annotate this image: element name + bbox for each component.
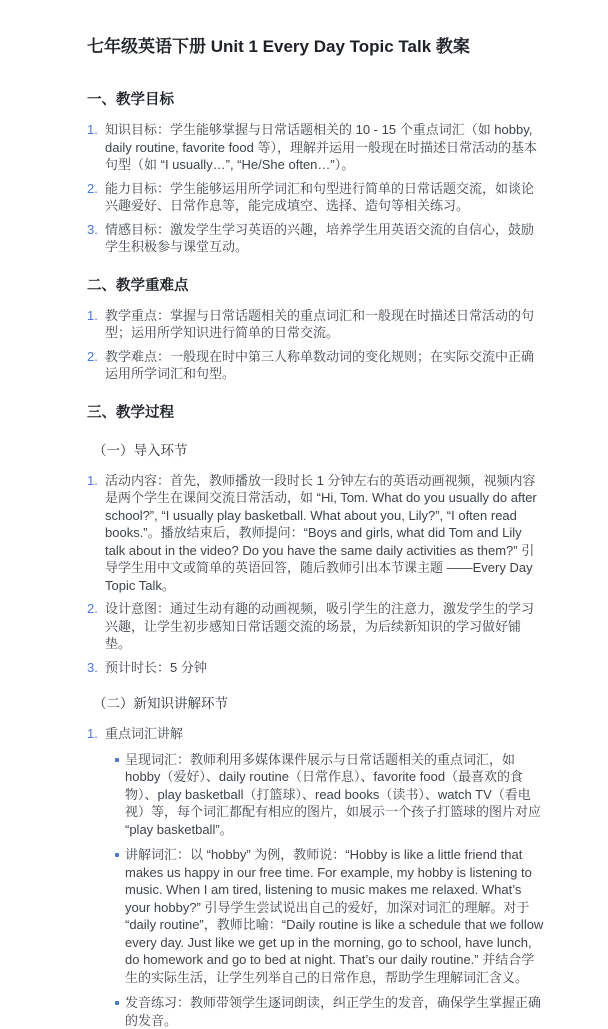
- list-item: [87, 659, 545, 677]
- list-item: [87, 121, 545, 174]
- subsection-heading-lead-in: （一）导入环节: [93, 442, 545, 460]
- list-item: [87, 600, 545, 653]
- list-number: 2.: [87, 600, 98, 618]
- list-number: 1.: [87, 725, 98, 743]
- bullet-text: 讲解词汇：以 “hobby” 为例，教师说：“Hobby is like a little friend that makes us happy in our free time. For example, my hobby is listening to music. When I am tired, listening to music makes me relaxed. What’s your hobby?” 引导学生尝试说出自己的爱好，加深对词汇的理解。对于 “daily routine”，教师比喻：“Daily routine is like a schedule that we follow every day. Just like we get up in the morning, go to school, have lunch, do homework and go to bed at night. That’s our daily routine.” 并结合学生的实际生活，让学生列举自己的日常作息，帮助学生理解词汇含义。: [125, 847, 543, 985]
- list-number: 2.: [87, 180, 98, 198]
- list-item: [87, 725, 545, 1029]
- list-number: 1.: [87, 472, 98, 490]
- bullet-list: [105, 751, 545, 1029]
- subsection-heading-new-knowledge: （二）新知识讲解环节: [93, 695, 545, 713]
- list-item: [87, 221, 545, 256]
- list-text: 教学重点：掌握与日常话题相关的重点词汇和一般现在时描述日常活动的句型；运用所学知识进行简单的日常交流。: [105, 308, 534, 341]
- list-text: 活动内容：首先，教师播放一段时长 1 分钟左右的英语动画视频，视频内容是两个学生在课间交流日常活动，如 “Hi, Tom. What do you usually do after school?”, “I usually play basketball. What about you, Lily?”, “I often read books.”。播放结束后，教师提问：“Boys and girls, what did Tom and Lily talk about in the video? Do you have the same daily activities as them?” 引导学生用中文或简单的英语回答，随后教师引出本节课主题 ——Every Day Topic Talk。: [105, 473, 537, 593]
- list-text: 知识目标：学生能够掌握与日常话题相关的 10 - 15 个重点词汇（如 hobby, daily routine, favorite food 等），理解并运用一般现在时描述日常活动的基本句型（如 “I usually…”, “He/She often…”）。: [105, 122, 537, 172]
- section-heading-key-difficult-points: 二、教学重难点: [87, 277, 545, 296]
- list-number: 3.: [87, 659, 98, 677]
- list-item: [87, 472, 545, 595]
- bullet-item: [105, 751, 545, 839]
- list-item: [87, 348, 545, 383]
- list-number: 1.: [87, 121, 98, 139]
- bullet-square-icon: [115, 1001, 119, 1005]
- list-item: [87, 180, 545, 215]
- list-text: 重点词汇讲解: [105, 726, 183, 741]
- list-number: 3.: [87, 221, 98, 239]
- bullet-square-icon: [115, 758, 119, 762]
- list-text: 教学难点：一般现在时中第三人称单数动词的变化规则；在实际交流中正确运用所学词汇和句型。: [105, 349, 534, 382]
- list-number: 1.: [87, 307, 98, 325]
- list-text: 预计时长：5 分钟: [105, 660, 207, 675]
- list-number: 2.: [87, 348, 98, 366]
- bullet-item: [105, 846, 545, 986]
- page-title: 七年级英语下册 Unit 1 Every Day Topic Talk 教案: [87, 35, 545, 58]
- bullet-text: 呈现词汇：教师利用多媒体课件展示与日常话题相关的重点词汇，如 hobby（爱好）、daily routine（日常作息）、favorite food（最喜欢的食物）、play basketball（打篮球）、read books（读书）、watch TV（看电视）等，每个词汇都配有相应的图片，如展示一个孩子打篮球的图片对应 “play basketball”。: [125, 752, 541, 837]
- section-heading-teaching-objectives: 一、教学目标: [87, 91, 545, 110]
- list-text: 情感目标：激发学生学习英语的兴趣，培养学生用英语交流的自信心，鼓励学生积极参与课堂互动。: [105, 222, 534, 255]
- list-item: [87, 307, 545, 342]
- list-text: 设计意图：通过生动有趣的动画视频，吸引学生的注意力，激发学生的学习兴趣，让学生初步感知日常话题交流的场景，为后续新知识的学习做好铺垫。: [105, 601, 534, 651]
- bullet-item: [105, 994, 545, 1029]
- bullet-text: 发音练习：教师带领学生逐词朗读，纠正学生的发音，确保学生掌握正确的发音。: [125, 995, 541, 1028]
- list-text: 能力目标：学生能够运用所学词汇和句型进行简单的日常话题交流，如谈论兴趣爱好、日常作息等，能完成填空、选择、造句等相关练习。: [105, 181, 534, 214]
- section-heading-teaching-process: 三、教学过程: [87, 404, 545, 423]
- bullet-square-icon: [115, 853, 119, 857]
